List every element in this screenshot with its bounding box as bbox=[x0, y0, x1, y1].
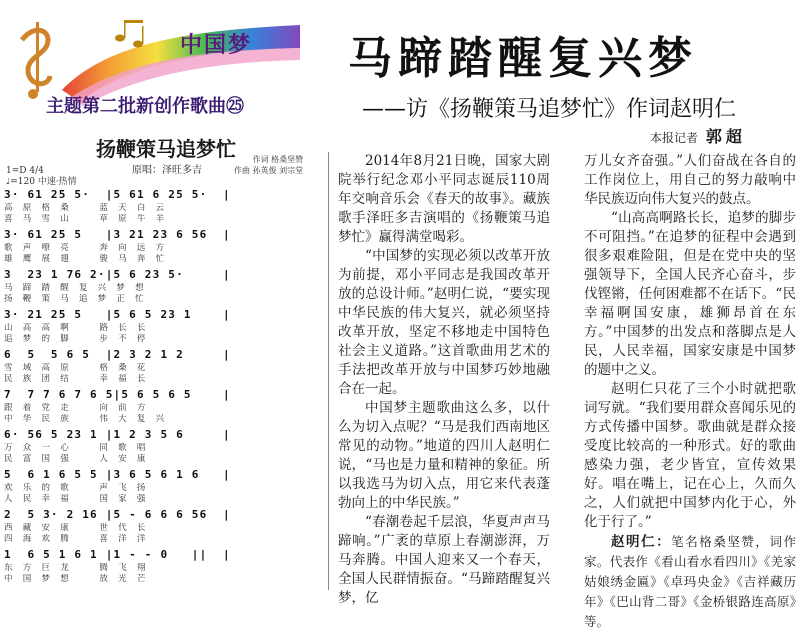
score-lyric: 喜 马 雪 山 草 原 牛 羊 bbox=[4, 214, 165, 224]
score-lyric: 中 国 梦 想 放 光 芒 bbox=[4, 574, 146, 584]
subtitle: ——访《扬鞭策马追梦忙》作词赵明仁 bbox=[362, 97, 737, 122]
score-lyric: 追 梦 的 脚 步 不 停 bbox=[4, 334, 146, 344]
score-lyric: 高 原 格 桑 蓝 天 白 云 bbox=[4, 203, 165, 213]
score-lyric: 跟 着 党 走 向 前 方 bbox=[4, 403, 146, 413]
score-title: 扬鞭策马追梦忙 bbox=[96, 137, 236, 161]
article-paragraph: 2014年8月21日晚，国家大剧院举行纪念邓小平同志诞辰110周年交响音乐会《春天的故事》。藏族歌手泽旺多吉演唱的《扬鞭策马追梦忙》赢得满堂喝彩。 bbox=[338, 153, 550, 245]
series-subtitle: 主题第二批新创作歌曲㉕ bbox=[46, 96, 244, 117]
score-lyric: 民 富 国 强 人 安 康 bbox=[4, 454, 146, 464]
key-signature: 1=D 4/4 bbox=[6, 166, 44, 176]
article-paragraph: “中国梦的实现必须以改革开放为前提，邓小平同志是我国改革开放的总设计师。”赵明仁说，“要实现中华民族的伟大复兴，就必须坚持改革开放，坚定不移地走中国特色社会主义道路。”这首歌曲用艺术的手法把改革开放与中国梦巧妙地融合在一起。 bbox=[338, 248, 550, 397]
article-paragraph: 万儿女齐奋强。”人们奋战在各自的工作岗位上，用自己的努力敲响中华民族迈向伟大复兴的鼓点。 bbox=[584, 153, 796, 207]
score-notes: 6 5 5 6 5 |2 3 2 1 2 | bbox=[4, 348, 231, 361]
score-notes: 2 5 3· 2 16 |5 - 6 6 6 56 | bbox=[4, 508, 231, 521]
score-lyric: 民 族 团 结 幸 福 长 bbox=[4, 374, 146, 384]
article-column-left bbox=[338, 152, 550, 608]
score-lyric: 雄 鹰 展 翅 骏 马 奔 忙 bbox=[4, 254, 165, 264]
score-lyric: 山 高 高 啊 路 长 长 bbox=[4, 323, 146, 333]
score-row bbox=[4, 428, 324, 468]
lyricist-credit: 作词 格桑坚赞 bbox=[252, 155, 304, 164]
bio-text: 笔名格桑坚赞，词作家。代表作《看山看水看四川》《羌家姑娘绣金匾》《卓玛央金》《吉祥藏历年》《巴山背二哥》《金桥银路连高原》等。 bbox=[584, 534, 796, 629]
composer-credit: 作曲 孙英俊 刘宗堂 bbox=[234, 166, 304, 175]
score-lyric: 欢 乐 的 歌 声 飞 扬 bbox=[4, 483, 146, 493]
article-paragraph: “山高高啊路长长，追梦的脚步不可阻挡。”在追梦的征程中会遇到很多艰难险阻，但是在党中央的坚强领导下，全国人民齐心奋斗，步伐铿锵，任何困难都不在话下。“民幸福啊国安康，雄狮昂首在东方。”中国梦的出发点和落脚点是人民，人民幸福，国家安康是中国梦的题中之义。 bbox=[584, 210, 796, 378]
byline bbox=[650, 124, 746, 147]
score-notes: 5 6 1 6 5 5 |3 6 5 6 1 6 | bbox=[4, 468, 231, 481]
score-lyric: 马 蹄 踏 醒 复 兴 梦 想 bbox=[4, 283, 144, 293]
score-row bbox=[4, 268, 324, 308]
score-row bbox=[4, 348, 324, 388]
headline: 马蹄踏醒复兴梦 bbox=[348, 33, 698, 84]
article-paragraph: 赵明仁只花了三个小时就把歌词写就。“我们要用群众喜闻乐见的方式传播中国梦。歌曲就是群众接受度比较高的一种形式。好的歌曲感染力强，老少皆宜，宣传效果好。唱在嘴上，记在心上，久而久之，人们就把中国梦内化于心，外化于行了。” bbox=[584, 381, 796, 530]
score-lyric: 万 众 一 心 同 歌 唱 bbox=[4, 443, 146, 453]
score-row bbox=[4, 548, 324, 588]
score-lyric: 中 华 民 族 伟 大 复 兴 bbox=[4, 414, 165, 424]
article-column-right bbox=[584, 152, 796, 632]
column-divider bbox=[328, 152, 329, 590]
tempo-marking: ♩=120 中速·热情 bbox=[6, 177, 77, 187]
series-title: 中国梦 bbox=[180, 33, 253, 58]
column-banner bbox=[0, 0, 312, 125]
score-notes: 3 23 1 76 2·|5 6 23 5· | bbox=[4, 268, 231, 281]
author-bio bbox=[584, 532, 796, 632]
score-notes: 3· 61 25 5 |3 21 23 6 56 | bbox=[4, 228, 231, 241]
score-lyric: 扬 鞭 策 马 追 梦 正 忙 bbox=[4, 294, 144, 304]
score-lyric: 歌 声 嘹 亮 奔 向 远 方 bbox=[4, 243, 165, 253]
score-row bbox=[4, 188, 324, 228]
score-lyric: 人 民 幸 福 国 家 强 bbox=[4, 494, 146, 504]
bio-name: 赵明仁： bbox=[611, 534, 672, 550]
score-row bbox=[4, 228, 324, 268]
score-lyric: 雪 域 高 原 格 桑 花 bbox=[4, 363, 146, 373]
article-paragraph: “春潮卷起千层浪，华夏声声马蹄响。”广袤的草原上春潮澎湃，万马奔腾。中国人迎来又一个春天，全国人民群情振奋。“马蹄踏醒复兴梦，亿 bbox=[338, 514, 550, 606]
score-singer: 原唱：泽旺多吉 bbox=[132, 165, 202, 176]
byline-role: 本报记者 bbox=[650, 131, 699, 145]
score-notes: 6· 56 5 23 1 |1 2 3 5 6 | bbox=[4, 428, 231, 441]
score-row bbox=[4, 508, 324, 548]
score-notes: 1 6 5 1 6 1 |1 - - 0 || | bbox=[4, 548, 231, 561]
sheet-music bbox=[4, 130, 324, 590]
score-notes: 3· 61 25 5· |5 61 6 25 5· | bbox=[4, 188, 231, 201]
score-notes: 3· 21 25 5 |5 6 5 23 1 | bbox=[4, 308, 231, 321]
article-paragraph: 中国梦主题歌曲这么多，以什么为切入点呢？“马是我们西南地区常见的动物。”地道的四川人赵明仁说，“马也是力量和精神的象征。所以我选马为切入点，用它来代表蓬勃向上的中华民族。” bbox=[338, 400, 550, 511]
score-notes: 7 7 7 6 7 6 5|5 6 5 6 5 | bbox=[4, 388, 231, 401]
score-row bbox=[4, 308, 324, 348]
score-lyric: 东 方 巨 龙 腾 飞 翔 bbox=[4, 563, 146, 573]
reporter-name: 郭超 bbox=[705, 127, 746, 146]
score-credits bbox=[234, 154, 303, 176]
score-lyric: 西 藏 安 康 世 代 长 bbox=[4, 523, 146, 533]
score-lyric: 四 海 欢 腾 喜 洋 洋 bbox=[4, 534, 146, 544]
score-row bbox=[4, 388, 324, 428]
score-row bbox=[4, 468, 324, 508]
score-key bbox=[6, 166, 77, 188]
